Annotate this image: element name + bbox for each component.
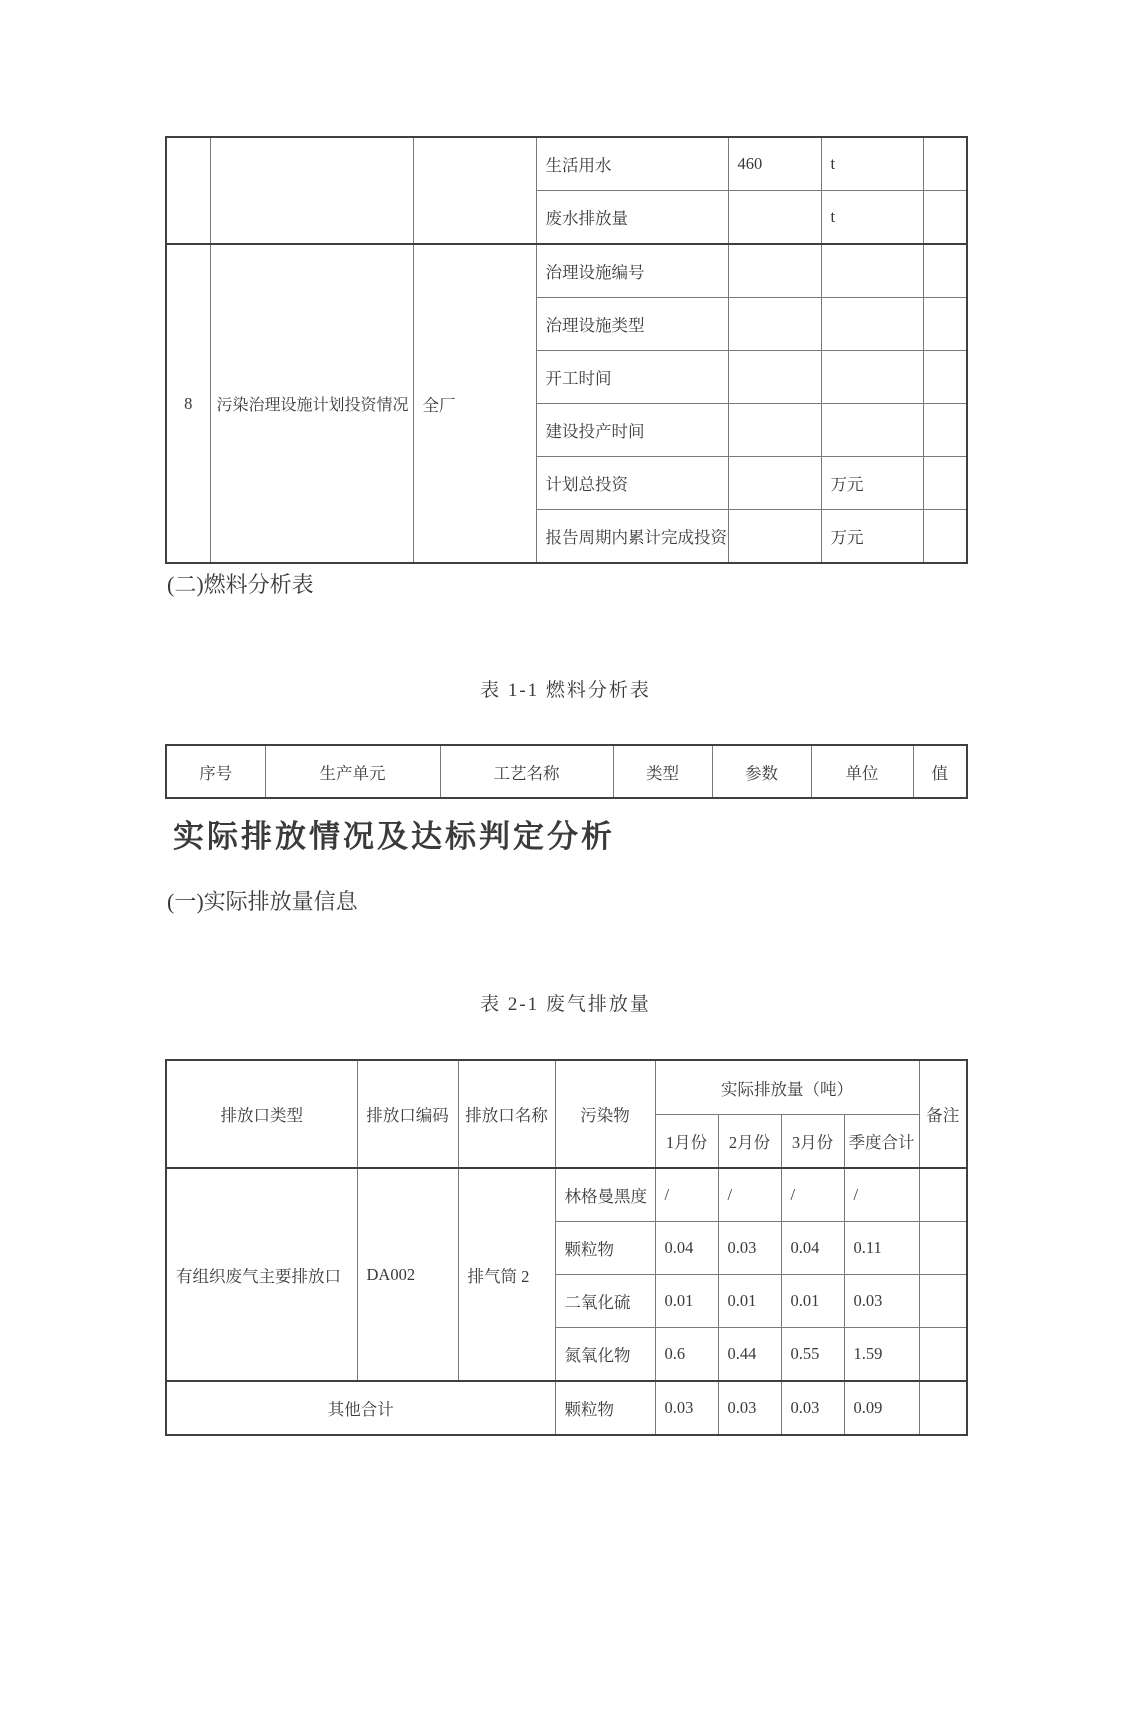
note-cell (923, 137, 967, 191)
sub-item-label-cell: 生活用水 (536, 137, 728, 191)
header-cell-month2: 2月份 (718, 1115, 781, 1169)
month3-cell: 0.55 (781, 1328, 844, 1382)
month2-cell: 0.44 (718, 1328, 781, 1382)
header-cell-production-unit: 生产单元 (265, 745, 440, 798)
month2-cell: 0.03 (718, 1381, 781, 1435)
value-cell (728, 457, 821, 510)
header-cell-parameter: 参数 (712, 745, 811, 798)
table-row (166, 1168, 967, 1222)
sub-item-label-cell: 计划总投资 (536, 457, 728, 510)
pollutant-cell: 氮氧化物 (555, 1328, 655, 1382)
item-name-cell: 污染治理设施计划投资情况 (210, 244, 413, 563)
waste-gas-emission-table (165, 1059, 968, 1436)
unit-cell (821, 244, 923, 298)
month1-cell: / (655, 1168, 718, 1222)
sub-item-label-cell: 治理设施编号 (536, 244, 728, 298)
header-cell-value: 值 (913, 745, 967, 798)
month2-cell: 0.01 (718, 1275, 781, 1328)
table-header-row (166, 745, 967, 798)
scope-cell (413, 137, 536, 244)
header-cell-index: 序号 (166, 745, 265, 798)
note-cell (919, 1168, 967, 1222)
table-row (166, 244, 967, 298)
note-cell (923, 457, 967, 510)
quarter-total-cell: 0.03 (844, 1275, 919, 1328)
value-cell: 460 (728, 137, 821, 191)
main-heading: 实际排放情况及达标判定分析 (173, 819, 615, 854)
sub-item-label-cell: 治理设施类型 (536, 298, 728, 351)
value-cell (728, 404, 821, 457)
quarter-total-cell: / (844, 1168, 919, 1222)
outlet-type-cell: 有组织废气主要排放口 (166, 1168, 357, 1381)
note-cell (923, 351, 967, 404)
note-cell (923, 244, 967, 298)
header-cell-outlet-type: 排放口类型 (166, 1060, 357, 1168)
unit-cell (821, 351, 923, 404)
table-row (166, 137, 967, 191)
header-cell-actual-emission: 实际排放量（吨） (655, 1060, 919, 1115)
month3-cell: 0.01 (781, 1275, 844, 1328)
month1-cell: 0.03 (655, 1381, 718, 1435)
pollutant-cell: 二氧化硫 (555, 1275, 655, 1328)
header-cell-unit: 单位 (811, 745, 913, 798)
header-cell-process-name: 工艺名称 (440, 745, 613, 798)
unit-cell: 万元 (821, 510, 923, 564)
quarter-total-cell: 0.09 (844, 1381, 919, 1435)
page-content (165, 136, 966, 1436)
month3-cell: 0.03 (781, 1381, 844, 1435)
note-cell (919, 1222, 967, 1275)
month2-cell: / (718, 1168, 781, 1222)
header-cell-month1: 1月份 (655, 1115, 718, 1169)
item-name-cell (210, 137, 413, 244)
unit-cell: t (821, 191, 923, 245)
fuel-section-heading: (二)燃料分析表 (167, 572, 314, 597)
note-cell (919, 1381, 967, 1435)
month3-cell: / (781, 1168, 844, 1222)
other-total-label-cell: 其他合计 (166, 1381, 555, 1435)
header-cell-pollutant: 污染物 (555, 1060, 655, 1168)
fuel-table-caption: 表 1-1 燃料分析表 (480, 680, 651, 701)
header-cell-month3: 3月份 (781, 1115, 844, 1169)
unit-cell (821, 298, 923, 351)
month3-cell: 0.04 (781, 1222, 844, 1275)
month1-cell: 0.04 (655, 1222, 718, 1275)
outlet-name-cell: 排气筒 2 (458, 1168, 555, 1381)
note-cell (923, 298, 967, 351)
emission-table-caption: 表 2-1 废气排放量 (480, 994, 651, 1015)
actual-emission-section-heading: (一)实际排放量信息 (167, 889, 358, 914)
row-index-cell: 8 (166, 244, 210, 563)
row-index-cell (166, 137, 210, 244)
header-cell-quarter-total: 季度合计 (844, 1115, 919, 1169)
value-cell (728, 191, 821, 245)
month1-cell: 0.6 (655, 1328, 718, 1382)
quarter-total-cell: 0.11 (844, 1222, 919, 1275)
value-cell (728, 351, 821, 404)
sub-item-label-cell: 废水排放量 (536, 191, 728, 245)
value-cell (728, 298, 821, 351)
header-cell-outlet-code: 排放口编码 (357, 1060, 458, 1168)
note-cell (919, 1328, 967, 1382)
unit-cell (821, 404, 923, 457)
sub-item-label-cell: 建设投产时间 (536, 404, 728, 457)
note-cell (923, 510, 967, 564)
scope-cell: 全厂 (413, 244, 536, 563)
unit-cell: 万元 (821, 457, 923, 510)
facility-investment-table (165, 136, 968, 564)
pollutant-cell: 颗粒物 (555, 1222, 655, 1275)
pollutant-cell: 林格曼黑度 (555, 1168, 655, 1222)
note-cell (923, 404, 967, 457)
fuel-analysis-table (165, 744, 968, 799)
header-cell-type: 类型 (613, 745, 712, 798)
value-cell (728, 244, 821, 298)
pollutant-cell: 颗粒物 (555, 1381, 655, 1435)
header-cell-outlet-name: 排放口名称 (458, 1060, 555, 1168)
table-header-row (166, 1060, 967, 1115)
unit-cell: t (821, 137, 923, 191)
month2-cell: 0.03 (718, 1222, 781, 1275)
quarter-total-cell: 1.59 (844, 1328, 919, 1382)
table-row-other-total (166, 1381, 967, 1435)
month1-cell: 0.01 (655, 1275, 718, 1328)
value-cell (728, 510, 821, 564)
document-page (0, 136, 1131, 1736)
sub-item-label-cell: 报告周期内累计完成投资 (536, 510, 728, 564)
note-cell (919, 1275, 967, 1328)
note-cell (923, 191, 967, 245)
sub-item-label-cell: 开工时间 (536, 351, 728, 404)
header-cell-note: 备注 (919, 1060, 967, 1168)
outlet-code-cell: DA002 (357, 1168, 458, 1381)
